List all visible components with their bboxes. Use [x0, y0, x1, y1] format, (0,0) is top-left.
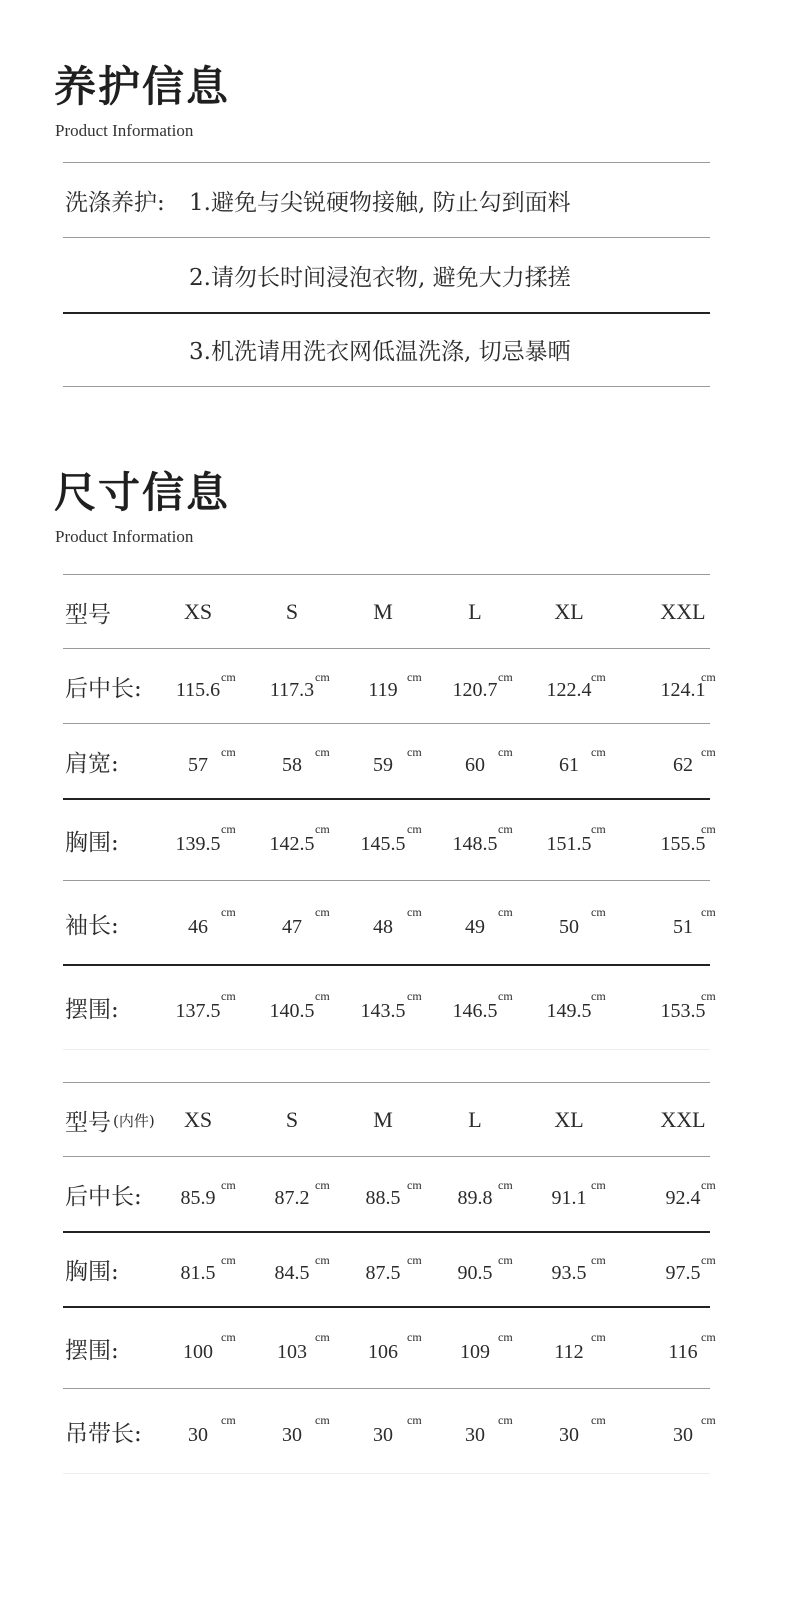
unit-label: cm [701, 989, 716, 1003]
measurement-value: 151.5 [546, 832, 592, 855]
measurement-value: 91.1 [551, 1187, 587, 1209]
unit-label: cm [498, 822, 513, 836]
measurement-value: 90.5 [457, 1262, 493, 1284]
measurement-value: 49 [465, 915, 485, 938]
unit-label: cm [315, 822, 330, 836]
header-label-text: 型号 [65, 1109, 111, 1136]
measurement-value: 57 [188, 754, 208, 776]
unit-label: cm [498, 745, 513, 759]
divider [63, 1473, 710, 1474]
measurement-value: 119 [368, 679, 398, 701]
measurement-value: 30 [282, 1424, 302, 1446]
measurement-value: 106 [368, 1340, 398, 1363]
unit-label: cm [591, 745, 606, 759]
size-column-header: XL [554, 599, 584, 624]
divider [63, 1049, 710, 1050]
care-text: 3.机洗请用洗衣网低温洗涤, 切忌暴晒 [189, 339, 571, 365]
care-item-3 [63, 313, 710, 387]
measurement-value: 30 [373, 1424, 393, 1446]
measurement-value: 137.5 [175, 1000, 221, 1022]
unit-label: cm [407, 1253, 422, 1267]
unit-label: cm [221, 989, 236, 1003]
unit-label: cm [591, 1253, 606, 1267]
care-text: 1.避免与尖锐硬物接触, 防止勾到面料 [189, 190, 571, 216]
unit-label: cm [221, 1253, 236, 1267]
unit-label: cm [221, 1330, 236, 1344]
measurement-value: 153.5 [660, 1000, 706, 1022]
measurement-value: 48 [373, 915, 393, 938]
unit-label: cm [315, 1178, 330, 1192]
unit-label: cm [591, 1178, 606, 1192]
measurement-value: 50 [559, 915, 579, 938]
unit-label: cm [221, 1413, 236, 1427]
measurement-value: 92.4 [665, 1187, 701, 1209]
size-header-row [63, 1083, 710, 1157]
measurement-value: 122.4 [546, 679, 592, 701]
unit-label: cm [221, 670, 236, 684]
size-column-header: XL [554, 1107, 584, 1132]
size-row [63, 1307, 716, 1389]
size-row [63, 799, 716, 881]
size-column-header: M [373, 599, 393, 624]
size-column-header: S [285, 599, 299, 624]
unit-label: cm [315, 1253, 330, 1267]
unit-label: cm [591, 670, 606, 684]
unit-label: cm [407, 822, 422, 836]
measurement-value: 46 [188, 915, 208, 938]
unit-label: cm [407, 1413, 422, 1427]
size-column-header: L [468, 1107, 482, 1132]
unit-label: cm [701, 670, 716, 684]
unit-label: cm [498, 905, 513, 919]
unit-label: cm [591, 822, 606, 836]
measurement-value: 155.5 [660, 832, 706, 855]
measurement-value: 47 [282, 915, 302, 938]
measurement-value: 115.6 [175, 679, 221, 701]
care-subtitle: Product Information [55, 121, 194, 140]
measurement-value: 149.5 [546, 1000, 592, 1022]
measurement-value: 60 [465, 754, 485, 776]
size-column-header: XXL [660, 599, 706, 624]
measurement-value: 145.5 [360, 832, 406, 855]
unit-label: cm [591, 1413, 606, 1427]
unit-label: cm [498, 1413, 513, 1427]
unit-label: cm [701, 822, 716, 836]
measurement-label: 胸围: [65, 1259, 119, 1285]
measurement-value: 58 [282, 754, 302, 776]
unit-label: cm [407, 989, 422, 1003]
measurement-value: 148.5 [452, 832, 498, 855]
measurement-value: 30 [465, 1424, 485, 1446]
measurement-value: 87.5 [365, 1262, 401, 1284]
measurement-value: 140.5 [269, 1000, 315, 1022]
unit-label: cm [221, 745, 236, 759]
unit-label: cm [407, 1330, 422, 1344]
measurement-label: 后中长: [65, 1184, 142, 1210]
measurement-value: 124.1 [660, 679, 706, 701]
unit-label: cm [701, 745, 716, 759]
size-column-header: S [285, 1107, 299, 1132]
measurement-value: 59 [373, 754, 393, 776]
unit-label: cm [701, 905, 716, 919]
unit-label: cm [498, 1178, 513, 1192]
measurement-value: 81.5 [180, 1262, 216, 1284]
size-header-row [63, 575, 710, 649]
unit-label: cm [591, 989, 606, 1003]
size-subtitle: Product Information [55, 527, 194, 546]
measurement-label: 袖长: [65, 912, 119, 939]
unit-label: cm [498, 670, 513, 684]
measurement-value: 93.5 [551, 1262, 587, 1284]
size-title: 尺寸信息 [54, 468, 231, 517]
unit-label: cm [407, 905, 422, 919]
unit-label: cm [701, 1330, 716, 1344]
unit-label: cm [407, 1178, 422, 1192]
measurement-value: 85.9 [180, 1187, 216, 1209]
size-row [63, 724, 716, 799]
measurement-value: 61 [559, 754, 579, 776]
measurement-value: 89.8 [457, 1187, 493, 1209]
measurement-value: 103 [277, 1340, 307, 1363]
care-label: 洗涤养护: [65, 190, 165, 216]
measurement-value: 30 [673, 1424, 693, 1446]
measurement-value: 120.7 [452, 679, 498, 701]
measurement-value: 100 [183, 1340, 213, 1363]
divider [63, 237, 710, 238]
header-label-text: 型号 [65, 601, 111, 628]
care-item-2 [63, 239, 710, 313]
unit-label: cm [221, 822, 236, 836]
measurement-value: 84.5 [274, 1262, 310, 1284]
unit-label: cm [591, 905, 606, 919]
measurement-value: 30 [188, 1424, 208, 1446]
measurement-value: 51 [673, 915, 693, 938]
measurement-label: 吊带长: [65, 1421, 142, 1447]
measurement-value: 112 [554, 1340, 584, 1363]
unit-label: cm [407, 670, 422, 684]
header-note: (内件) [113, 1111, 155, 1130]
measurement-value: 139.5 [175, 832, 221, 855]
measurement-value: 116 [668, 1340, 698, 1363]
size-row [63, 965, 716, 1050]
unit-label: cm [407, 745, 422, 759]
unit-label: cm [315, 1330, 330, 1344]
size-row [63, 1389, 716, 1474]
divider [63, 162, 710, 163]
unit-label: cm [498, 989, 513, 1003]
size-header-label [65, 1083, 155, 1157]
unit-label: cm [701, 1178, 716, 1192]
measurement-value: 62 [673, 754, 693, 776]
unit-label: cm [315, 905, 330, 919]
measurement-value: 87.2 [274, 1187, 310, 1209]
size-column-header: XXL [660, 1107, 706, 1132]
measurement-label: 摆围: [65, 1337, 119, 1364]
size-column-header: XS [183, 1107, 213, 1132]
measurement-value: 117.3 [269, 679, 315, 701]
measurement-value: 30 [559, 1424, 579, 1446]
measurement-label: 胸围: [65, 829, 119, 856]
size-column-header: XS [183, 599, 213, 624]
unit-label: cm [315, 670, 330, 684]
care-item-1 [63, 164, 710, 238]
unit-label: cm [221, 905, 236, 919]
unit-label: cm [221, 1178, 236, 1192]
unit-label: cm [701, 1253, 716, 1267]
measurement-label: 摆围: [65, 997, 119, 1023]
size-row [63, 881, 716, 965]
unit-label: cm [498, 1253, 513, 1267]
measurement-value: 97.5 [665, 1262, 701, 1284]
care-text: 2.请勿长时间浸泡衣物, 避免大力揉搓 [189, 265, 571, 291]
measurement-value: 88.5 [365, 1187, 401, 1209]
unit-label: cm [591, 1330, 606, 1344]
size-header-label [65, 575, 111, 649]
unit-label: cm [701, 1413, 716, 1427]
care-title: 养护信息 [54, 62, 231, 111]
measurement-value: 142.5 [269, 832, 315, 855]
unit-label: cm [315, 989, 330, 1003]
size-column-header: L [468, 599, 482, 624]
measurement-value: 143.5 [360, 1000, 406, 1022]
measurement-label: 肩宽: [65, 751, 119, 777]
unit-label: cm [498, 1330, 513, 1344]
measurement-value: 146.5 [452, 1000, 498, 1022]
size-column-header: M [373, 1107, 393, 1132]
unit-label: cm [315, 1413, 330, 1427]
size-row [63, 649, 716, 724]
measurement-label: 后中长: [65, 676, 142, 702]
measurement-value: 109 [460, 1340, 490, 1363]
size-row [63, 1157, 716, 1232]
divider [63, 386, 710, 387]
size-row [63, 1232, 716, 1307]
unit-label: cm [315, 745, 330, 759]
